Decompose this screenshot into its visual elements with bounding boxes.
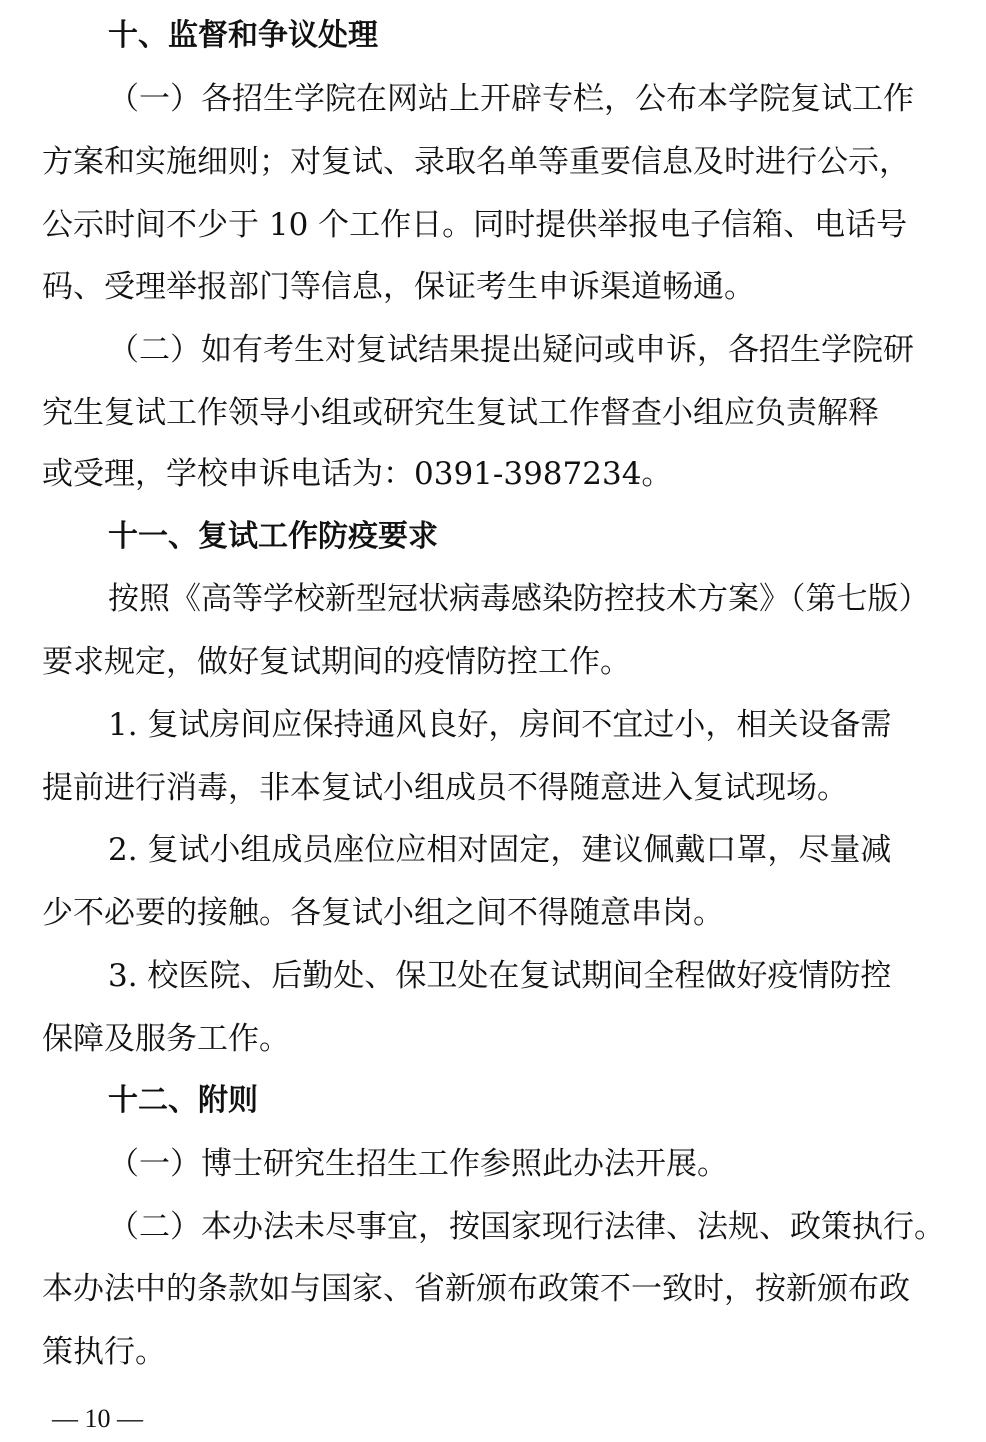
paragraph-line: 3. 校医院、后勤处、保卫处在复试期间全程做好疫情防控	[108, 958, 892, 994]
section-heading-11: 十一、复试工作防疫要求	[108, 519, 438, 554]
paragraph-line: 要求规定，做好复试期间的疫情防控工作。	[42, 644, 631, 680]
paragraph-line: （二）如有考生对复试结果提出疑问或申诉，各招生学院研	[108, 332, 914, 368]
paragraph-line: 策执行。	[42, 1334, 166, 1370]
paragraph-line: 少不必要的接触。各复试小组之间不得随意串岗。	[42, 895, 724, 931]
paragraph-line: 究生复试工作领导小组或研究生复试工作督查小组应负责解释	[42, 395, 879, 431]
paragraph-line: 1. 复试房间应保持通风良好，房间不宜过小，相关设备需	[108, 707, 892, 743]
paragraph-line: 2. 复试小组成员座位应相对固定，建议佩戴口罩，尽量减	[108, 832, 892, 868]
page-number: — 10 —	[52, 1404, 143, 1433]
paragraph-line: 提前进行消毒，非本复试小组成员不得随意进入复试现场。	[42, 770, 848, 806]
paragraph-line: 公示时间不少于 10 个工作日。同时提供举报电子信箱、电话号	[42, 207, 908, 243]
paragraph-line: 码、受理举报部门等信息，保证考生申诉渠道畅通。	[42, 269, 755, 305]
paragraph-line: 或受理，学校申诉电话为：0391-3987234。	[42, 456, 673, 492]
section-heading-10: 十、监督和争议处理	[108, 18, 378, 53]
paragraph-line: （二）本办法未尽事宜，按国家现行法律、法规、政策执行。	[108, 1209, 945, 1245]
paragraph-line: （一）各招生学院在网站上开辟专栏，公布本学院复试工作	[108, 81, 914, 117]
paragraph-line: 方案和实施细则；对复试、录取名单等重要信息及时进行公示，	[42, 144, 910, 180]
paragraph-line: （一）博士研究生招生工作参照此办法开展。	[108, 1146, 728, 1182]
paragraph-line: 本办法中的条款如与国家、省新颁布政策不一致时，按新颁布政	[42, 1271, 910, 1307]
paragraph-line: 保障及服务工作。	[42, 1021, 290, 1057]
paragraph-line: 按照《高等学校新型冠状病毒感染防控技术方案》（第七版）	[108, 581, 930, 617]
section-heading-12: 十二、附则	[108, 1083, 258, 1118]
